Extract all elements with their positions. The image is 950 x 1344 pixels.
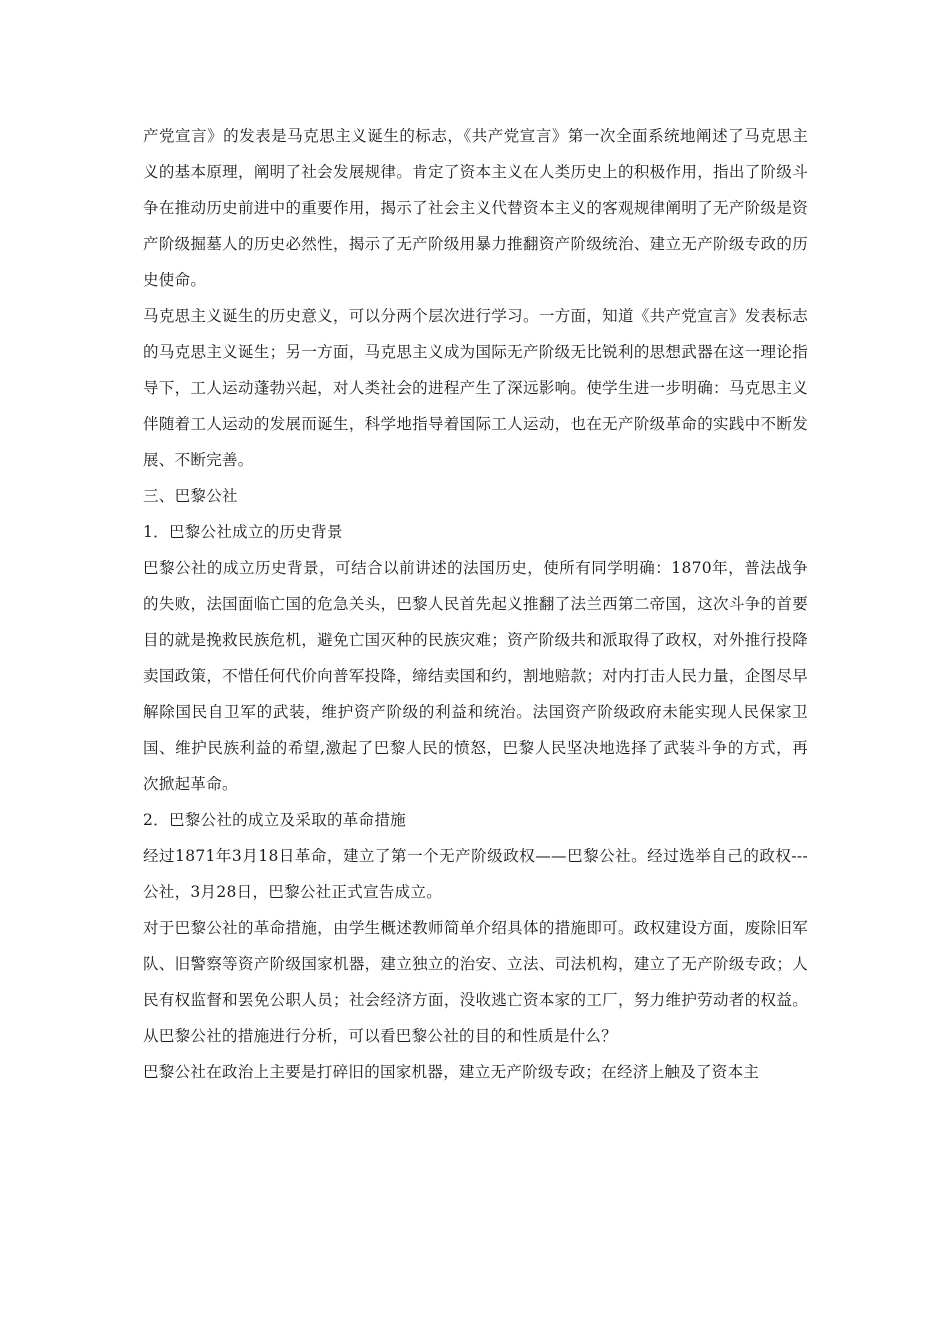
paragraph-historical-background: 巴黎公社的成立历史背景，可结合以前讲述的法国历史，使所有同学明确：1870年，普法战争的失败，法国面临亡国的危急关头，巴黎人民首先起义推翻了法兰西第二帝国，这次斗争的首要目的就是挽救民族危机，避免亡国灭种的民族灾难；资产阶级共和派取得了政权，对外推行投降卖国政策，不惜任何代价向普军投降，缔结卖国和约，割地赔款；对内打击人民力量，企图尽早解除国民自卫军的武装，维护资产阶级的利益和统治。法国资产阶级政府未能实现人民保家卫国、维护民族利益的希望,激起了巴黎人民的愤怒，巴黎人民坚决地选择了武装斗争的方式，再次掀起革命。 xyxy=(143,559,808,793)
subheading-historical-background: 1．巴黎公社成立的历史背景 xyxy=(143,523,343,541)
paragraph-marxism-significance: 马克思主义诞生的历史意义，可以分两个层次进行学习。一方面，知道《共产党宣言》发表标志的马克思主义诞生；另一方面，马克思主义成为国际无产阶级无比锐利的思想武器在这一理论指导下，工人运动蓬勃兴起，对人类社会的进程产生了深远影响。使学生进一步明确：马克思主义伴随着工人运动的发展而诞生，科学地指导着国际工人运动，也在无产阶级革命的实践中不断发展、不断完善。 xyxy=(143,307,808,469)
paragraph-marxism-manifesto: 产党宣言》的发表是马克思主义诞生的标志，《共产党宣言》第一次全面系统地阐述了马克思主义的基本原理，阐明了社会发展规律。肯定了资本主义在人类历史上的积极作用，指出了阶级斗争在推动历史前进中的重要作用，揭示了社会主义代替资本主义的客观规律阐明了无产阶级是资产阶级掘墓人的历史必然性，揭示了无产阶级用暴力推翻资产阶级统治、建立无产阶级专政的历史使命。 xyxy=(143,127,808,289)
paragraph-revolutionary-measures: 对于巴黎公社的革命措施，由学生概述教师简单介绍具体的措施即可。政权建设方面，废除旧军队、旧警察等资产阶级国家机器，建立独立的治安、立法、司法机构，建立了无产阶级专政；人民有权监督和罢免公职人员；社会经济方面，没收逃亡资本家的工厂，努力维护劳动者的权益。从巴黎公社的措施进行分析，可以看巴黎公社的目的和性质是什么？ xyxy=(143,919,808,1045)
document-body xyxy=(143,118,808,1090)
section-heading-paris-commune: 三、巴黎公社 xyxy=(143,487,238,505)
paragraph-founding: 经过1871年3月18日革命，建立了第一个无产阶级政权——巴黎公社。经过选举自己的政权---公社，3月28日，巴黎公社正式宣告成立。 xyxy=(143,847,808,901)
subheading-founding-and-measures: 2．巴黎公社的成立及采取的革命措施 xyxy=(143,811,406,829)
paragraph-commune-politics: 巴黎公社在政治上主要是打碎旧的国家机器，建立无产阶级专政；在经济上触及了资本主 xyxy=(143,1063,760,1081)
